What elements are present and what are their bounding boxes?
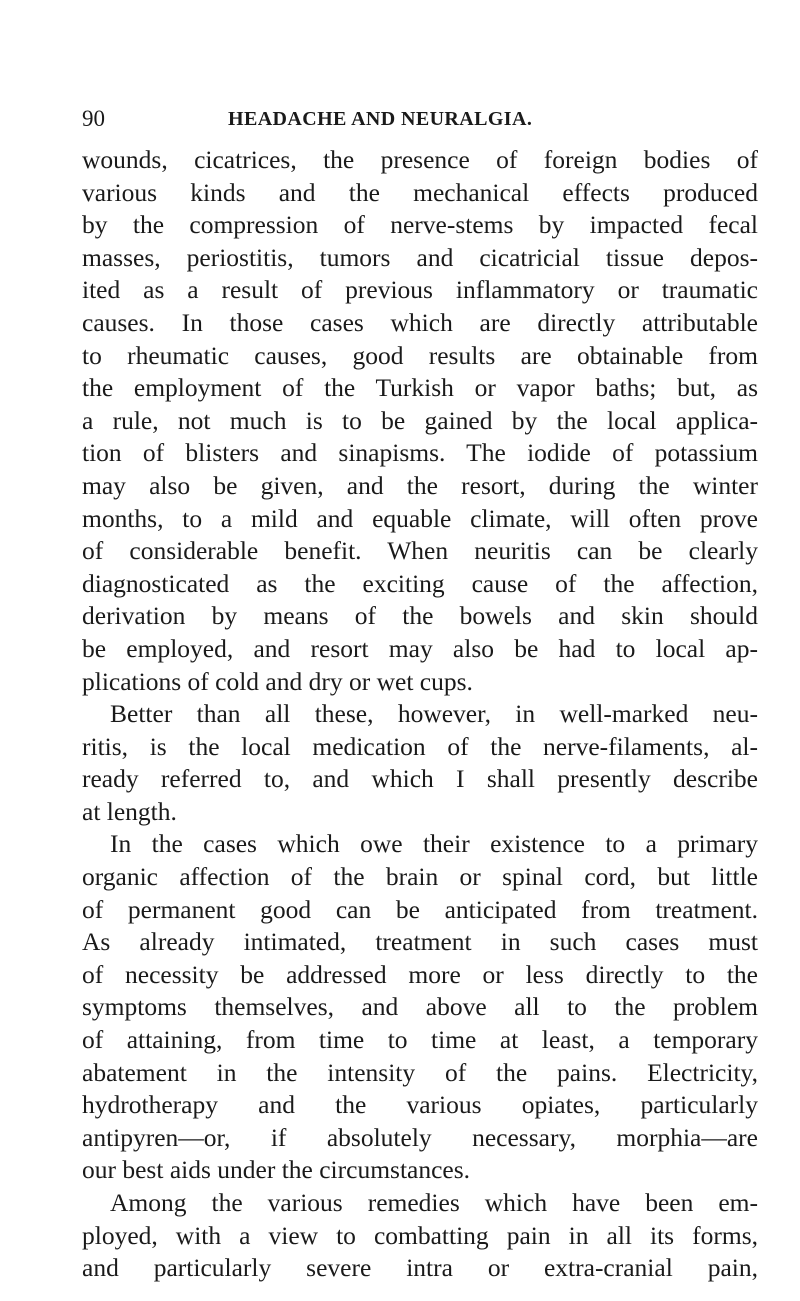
text-line: symptoms themselves, and above all to the problem (82, 992, 758, 1022)
text-line: hydrotherapy and the various opiates, particularly (82, 1090, 758, 1120)
text-line: months, to a mild and equable climate, will often prove (82, 503, 758, 533)
text-line: organic affection of the brain or spinal cord, but little (82, 862, 758, 892)
text-line: ited as a result of previous inflammatory or traumatic (82, 275, 758, 305)
text-line: of attaining, from time to time at least, a temporary (82, 1025, 758, 1055)
paragraph-end-line: our best aids under the circumstances. (82, 1155, 471, 1185)
text-line: may also be given, and the resort, during the winter (82, 470, 758, 500)
text-line: derivation by means of the bowels and skin should (82, 601, 758, 631)
text-line: by the compression of nerve-stems by impacted fecal (82, 210, 758, 240)
text-line: diagnosticated as the exciting cause of the affection, (82, 568, 758, 598)
text-line: of permanent good can be anticipated from treatment. (82, 894, 758, 924)
text-line: As already intimated, treatment in such cases must (82, 927, 758, 957)
paragraph-end-line: at length. (82, 796, 177, 826)
text-line: to rheumatic causes, good results are obtainable from (82, 340, 758, 370)
text-line: of necessity be addressed more or less directly to the (82, 959, 758, 989)
running-title: HEADACHE AND NEURALGIA. (228, 108, 533, 130)
page-number: 90 (82, 106, 105, 131)
text-line: antipyren—or, if absolutely necessary, morphia—are (82, 1122, 758, 1152)
text-line: various kinds and the mechanical effects produced (82, 177, 758, 207)
text-line: tion of blisters and sinapisms. The iodide of potassium (82, 438, 758, 468)
paragraph-start-line: Better than all these, however, in well-marked neu- (110, 699, 758, 729)
text-line: causes. In those cases which are directly attributable (82, 307, 758, 337)
text-line: be employed, and resort may also be had to local ap- (82, 633, 758, 663)
paragraph-end-line: plications of cold and dry or wet cups. (82, 666, 473, 696)
running-head (82, 104, 758, 134)
text-line: and particularly severe intra or extra-cranial pain, (82, 1253, 758, 1283)
text-line: masses, periostitis, tumors and cicatricial tissue depos- (82, 242, 758, 272)
paragraph-start-line: Among the various remedies which have been em- (110, 1188, 758, 1217)
text-line: of considerable benefit. When neuritis can be clearly (82, 536, 758, 566)
text-line: ready referred to, and which I shall presently describe (82, 764, 758, 794)
text-line: abatement in the intensity of the pains. Electricity, (82, 1057, 758, 1087)
paragraph-start-line: In the cases which owe their existence to a primary (110, 829, 758, 859)
text-line: the employment of the Turkish or vapor baths; but, as (82, 373, 758, 403)
body-text (82, 144, 758, 1285)
text-line: ployed, with a view to combatting pain in all its forms, (82, 1220, 758, 1250)
text-line: wounds, cicatrices, the presence of foreign bodies of (82, 145, 758, 174)
text-line: a rule, not much is to be gained by the local applica- (82, 405, 758, 435)
text-line: ritis, is the local medication of the nerve-filaments, al- (82, 731, 758, 761)
